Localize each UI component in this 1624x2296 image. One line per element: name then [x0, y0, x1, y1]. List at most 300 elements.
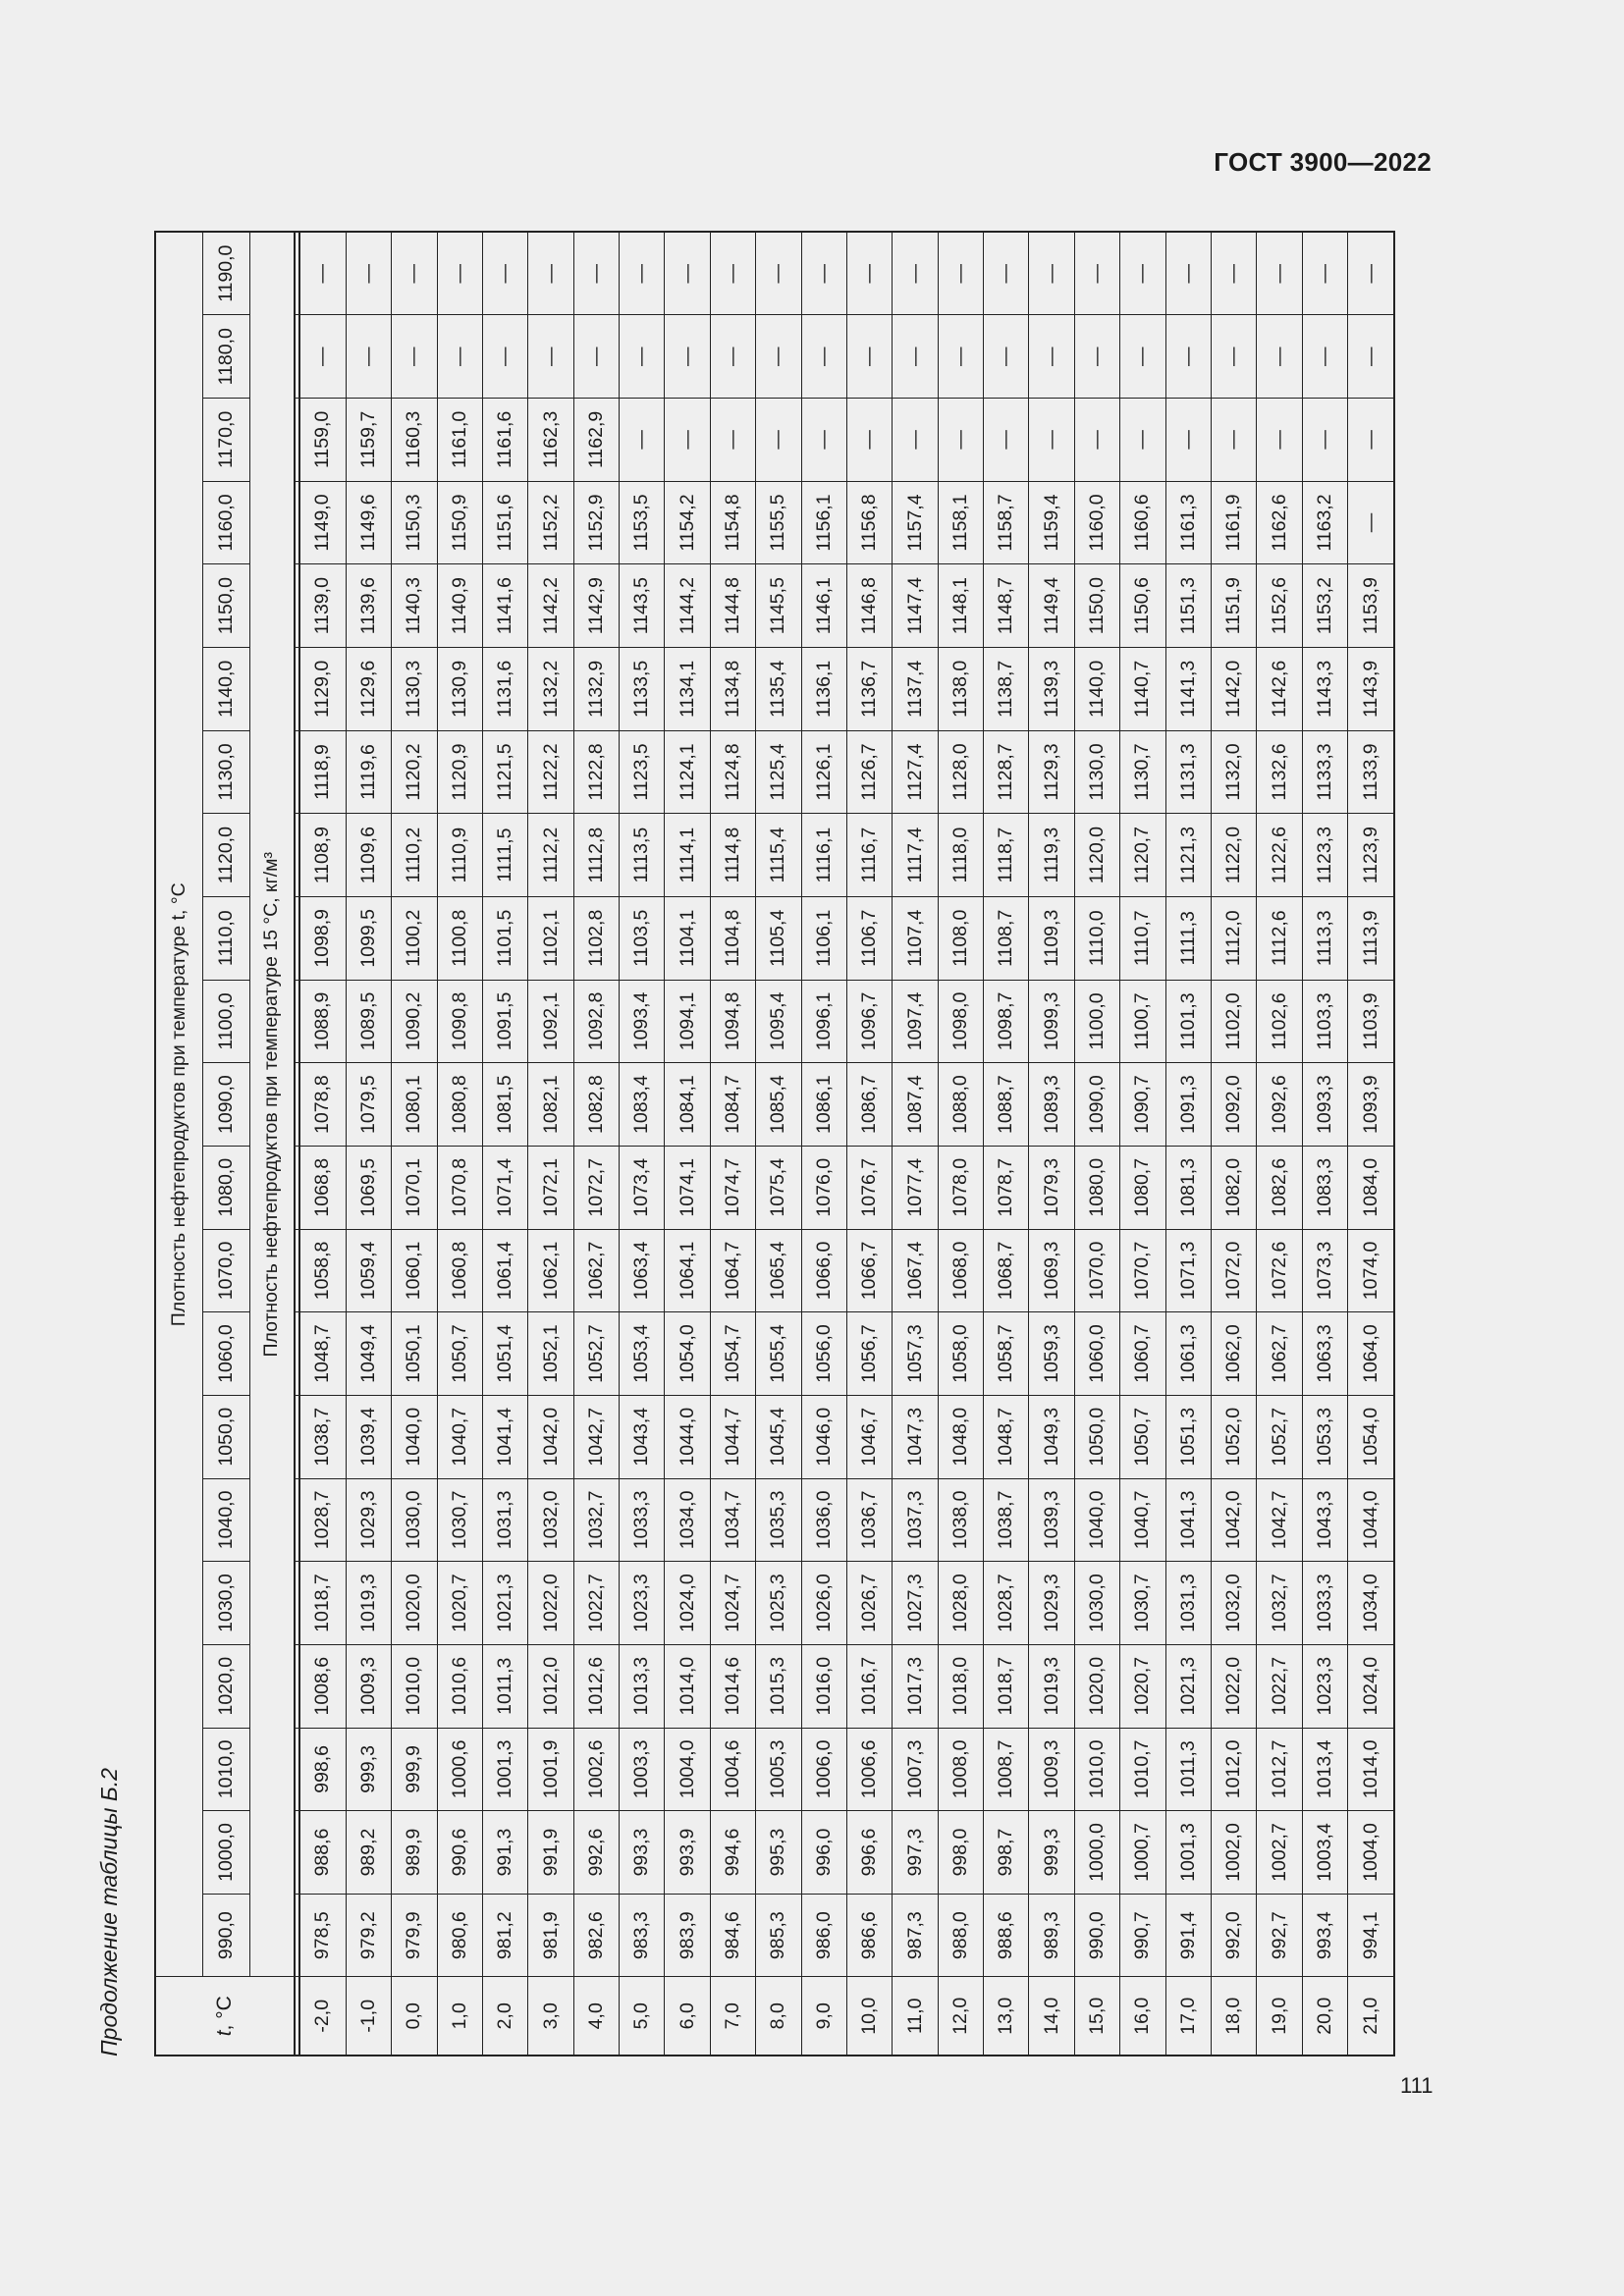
- density-cell: 1080,7: [1120, 1146, 1165, 1229]
- density-cell: 1050,0: [1074, 1395, 1119, 1478]
- temperature-cell: 17,0: [1165, 1977, 1211, 2056]
- density-cell: 1030,7: [1120, 1562, 1165, 1645]
- density-cell: 1017,3: [893, 1644, 938, 1728]
- density-cell: 1022,0: [1211, 1644, 1256, 1728]
- density-cell: 999,9: [392, 1728, 437, 1811]
- density-cell: 1117,4: [893, 814, 938, 897]
- density-cell: 1031,3: [482, 1478, 527, 1562]
- density-cell: 1016,7: [846, 1644, 892, 1728]
- density-cell: 1130,3: [392, 648, 437, 731]
- density-cell: —: [801, 315, 846, 399]
- density-cell: 1119,6: [346, 730, 391, 814]
- density-cell: 984,6: [710, 1894, 755, 1977]
- table-row: [938, 232, 983, 2056]
- density-cell: 1141,3: [1165, 648, 1211, 731]
- density-cell: 1133,5: [620, 648, 665, 731]
- density-cell: 1138,7: [984, 648, 1029, 731]
- density-cell: 1040,0: [392, 1395, 437, 1478]
- density-cell: 1048,7: [984, 1395, 1029, 1478]
- density-cell: 1070,0: [1074, 1229, 1119, 1312]
- density-cell: 1070,1: [392, 1146, 437, 1229]
- density-cell: 1066,7: [846, 1229, 892, 1312]
- density-cell: —: [1257, 232, 1302, 315]
- density-cell: —: [938, 399, 983, 482]
- density-cell: 1149,4: [1029, 564, 1074, 648]
- density-cell: 997,3: [893, 1811, 938, 1895]
- density-cell: 1019,3: [1029, 1644, 1074, 1728]
- density-cell: 1149,0: [299, 481, 346, 564]
- density-cell: 1005,3: [756, 1728, 801, 1811]
- table-row: [1257, 232, 1302, 2056]
- temperature-cell: 7,0: [710, 1977, 755, 2056]
- density-cell: 1041,3: [1165, 1478, 1211, 1562]
- density-cell: 988,6: [299, 1811, 346, 1895]
- density-cell: —: [1348, 315, 1394, 399]
- density-cell: 991,3: [482, 1811, 527, 1895]
- density-cell: —: [1120, 399, 1165, 482]
- density-cell: 1152,2: [528, 481, 573, 564]
- density-cell: 1072,6: [1257, 1229, 1302, 1312]
- density-cell: 1018,0: [938, 1644, 983, 1728]
- density-cell: 1088,7: [984, 1063, 1029, 1147]
- density-cell: 1094,1: [665, 980, 710, 1063]
- density-cell: 1082,0: [1211, 1146, 1256, 1229]
- table-row: [1348, 232, 1394, 2056]
- density-cell: 1082,8: [573, 1063, 619, 1147]
- density-cell: 1137,4: [893, 648, 938, 731]
- density-cell: 1132,2: [528, 648, 573, 731]
- density-cell: 1004,0: [665, 1728, 710, 1811]
- temperature-cell: -2,0: [299, 1977, 346, 2056]
- density-cell: 1024,0: [665, 1562, 710, 1645]
- density-column-header: 1160,0: [202, 481, 249, 564]
- density-cell: 1064,1: [665, 1229, 710, 1312]
- density-cell: 998,6: [299, 1728, 346, 1811]
- density-cell: —: [299, 232, 346, 315]
- density-cell: 1034,7: [710, 1478, 755, 1562]
- density-cell: —: [1074, 399, 1119, 482]
- density-cell: 1036,0: [801, 1478, 846, 1562]
- density-cell: 1093,4: [620, 980, 665, 1063]
- density-cell: 1104,1: [665, 896, 710, 980]
- density-cell: —: [346, 315, 391, 399]
- temperature-cell: 14,0: [1029, 1977, 1074, 2056]
- density-cell: 1126,7: [846, 730, 892, 814]
- density-cell: 1036,7: [846, 1478, 892, 1562]
- rotated-table-container: [154, 231, 1395, 2056]
- density-cell: 1141,6: [482, 564, 527, 648]
- density-cell: —: [1165, 399, 1211, 482]
- density-cell: 1151,3: [1165, 564, 1211, 648]
- density-cell: 1130,9: [437, 648, 482, 731]
- density-cell: 1115,4: [756, 814, 801, 897]
- density-cell: 1056,7: [846, 1312, 892, 1396]
- density-cell: —: [1348, 481, 1394, 564]
- density-cell: 1014,6: [710, 1644, 755, 1728]
- density-cell: 1070,8: [437, 1146, 482, 1229]
- density-cell: 1030,0: [1074, 1562, 1119, 1645]
- density-cell: 1010,0: [392, 1644, 437, 1728]
- density-cell: 1116,1: [801, 814, 846, 897]
- density-cell: 1136,1: [801, 648, 846, 731]
- density-cell: 1161,9: [1211, 481, 1256, 564]
- density-cell: 1041,4: [482, 1395, 527, 1478]
- density-cell: 1102,6: [1257, 980, 1302, 1063]
- temperature-cell: 18,0: [1211, 1977, 1256, 2056]
- density-cell: 1054,0: [1348, 1395, 1394, 1478]
- temperature-cell: 0,0: [392, 1977, 437, 2056]
- density-cell: 1124,8: [710, 730, 755, 814]
- table-row: [1120, 232, 1165, 2056]
- density-cell: 1133,3: [1302, 730, 1347, 814]
- temperature-cell: 11,0: [893, 1977, 938, 2056]
- density-cell: 1003,3: [620, 1728, 665, 1811]
- density-cell: 1023,3: [1302, 1644, 1347, 1728]
- density-cell: 1152,9: [573, 481, 619, 564]
- density-cell: —: [620, 315, 665, 399]
- density-cell: 1051,4: [482, 1312, 527, 1396]
- density-cell: 1073,4: [620, 1146, 665, 1229]
- density-cell: 1139,6: [346, 564, 391, 648]
- density-cell: 1144,2: [665, 564, 710, 648]
- density-cell: —: [1211, 399, 1256, 482]
- temperature-cell: 16,0: [1120, 1977, 1165, 2056]
- density-cell: 986,6: [846, 1894, 892, 1977]
- density-cell: 992,6: [573, 1811, 619, 1895]
- density-cell: 1054,0: [665, 1312, 710, 1396]
- density-cell: 1033,3: [620, 1478, 665, 1562]
- density-cell: —: [665, 232, 710, 315]
- density-cell: 995,3: [756, 1811, 801, 1895]
- density-cell: 1110,0: [1074, 896, 1119, 980]
- density-cell: —: [1211, 232, 1256, 315]
- density-cell: 1128,7: [984, 730, 1029, 814]
- density-cell: 1068,0: [938, 1229, 983, 1312]
- density-cell: 1112,8: [573, 814, 619, 897]
- density-cell: —: [893, 232, 938, 315]
- density-cell: 1018,7: [984, 1644, 1029, 1728]
- density-cell: 1103,9: [1348, 980, 1394, 1063]
- table-row: [482, 232, 527, 2056]
- density-cell: 987,3: [893, 1894, 938, 1977]
- density-15c-group-header: Плотность нефтепродуктов при температуре 15 °С, кг/м³: [249, 232, 295, 1977]
- density-cell: 1013,4: [1302, 1728, 1347, 1811]
- density-cell: 1142,0: [1211, 648, 1256, 731]
- density-cell: —: [392, 232, 437, 315]
- density-cell: 1042,7: [1257, 1478, 1302, 1562]
- density-cell: 1118,7: [984, 814, 1029, 897]
- density-cell: 1052,7: [573, 1312, 619, 1396]
- density-cell: 1062,0: [1211, 1312, 1256, 1396]
- density-cell: —: [710, 315, 755, 399]
- density-cell: 1101,3: [1165, 980, 1211, 1063]
- density-cell: 1092,0: [1211, 1063, 1256, 1147]
- density-cell: 992,7: [1257, 1894, 1302, 1977]
- temperature-column-header: t, °С: [155, 1977, 295, 2056]
- density-cell: 1083,3: [1302, 1146, 1347, 1229]
- density-cell: 1042,7: [573, 1395, 619, 1478]
- density-cell: 1100,2: [392, 896, 437, 980]
- density-cell: 1043,3: [1302, 1478, 1347, 1562]
- density-cell: 1010,0: [1074, 1728, 1119, 1811]
- density-cell: 1052,7: [1257, 1395, 1302, 1478]
- density-cell: 1093,3: [1302, 1063, 1347, 1147]
- density-cell: 1155,5: [756, 481, 801, 564]
- density-cell: 1092,8: [573, 980, 619, 1063]
- density-cell: 1123,5: [620, 730, 665, 814]
- density-cell: 1038,0: [938, 1478, 983, 1562]
- density-cell: 1034,0: [665, 1478, 710, 1562]
- density-cell: 989,3: [1029, 1894, 1074, 1977]
- density-cell: 1154,8: [710, 481, 755, 564]
- density-cell: 1078,0: [938, 1146, 983, 1229]
- density-cell: 1048,7: [299, 1312, 346, 1396]
- density-cell: 1050,7: [1120, 1395, 1165, 1478]
- table-row: [437, 232, 482, 2056]
- density-cell: 1080,8: [437, 1063, 482, 1147]
- density-cell: 1042,0: [528, 1395, 573, 1478]
- density-cell: 1034,0: [1348, 1562, 1394, 1645]
- density-cell: 1048,0: [938, 1395, 983, 1478]
- density-cell: 1092,6: [1257, 1063, 1302, 1147]
- density-cell: —: [482, 232, 527, 315]
- table-row: [1302, 232, 1347, 2056]
- observed-density-group-header: Плотность нефтепродуктов при температуре t, °С: [155, 232, 202, 1977]
- table-row: [710, 232, 755, 2056]
- temperature-cell: 21,0: [1348, 1977, 1394, 2056]
- density-cell: 1091,3: [1165, 1063, 1211, 1147]
- density-cell: 1088,0: [938, 1063, 983, 1147]
- density-cell: 1030,7: [437, 1478, 482, 1562]
- density-cell: 1126,1: [801, 730, 846, 814]
- table-row: [801, 232, 846, 2056]
- density-cell: 1069,5: [346, 1146, 391, 1229]
- density-cell: 1087,4: [893, 1063, 938, 1147]
- density-cell: —: [1211, 315, 1256, 399]
- density-cell: —: [1257, 315, 1302, 399]
- density-cell: 1019,3: [346, 1562, 391, 1645]
- density-cell: 1142,6: [1257, 648, 1302, 731]
- density-cell: 1062,7: [573, 1229, 619, 1312]
- density-cell: 1090,7: [1120, 1063, 1165, 1147]
- density-cell: 1065,4: [756, 1229, 801, 1312]
- density-cell: —: [1120, 232, 1165, 315]
- density-cell: 1154,2: [665, 481, 710, 564]
- density-cell: 1110,2: [392, 814, 437, 897]
- density-cell: 1032,7: [573, 1478, 619, 1562]
- density-cell: 1059,3: [1029, 1312, 1074, 1396]
- density-cell: 1058,8: [299, 1229, 346, 1312]
- density-cell: 1058,0: [938, 1312, 983, 1396]
- temperature-cell: 20,0: [1302, 1977, 1347, 2056]
- table-row: [756, 232, 801, 2056]
- density-cell: 1053,3: [1302, 1395, 1347, 1478]
- density-cell: 1085,4: [756, 1063, 801, 1147]
- temperature-cell: 2,0: [482, 1977, 527, 2056]
- density-cell: 1125,4: [756, 730, 801, 814]
- density-cell: 993,4: [1302, 1894, 1347, 1977]
- density-cell: 1009,3: [346, 1644, 391, 1728]
- density-cell: 1120,7: [1120, 814, 1165, 897]
- density-cell: 1084,1: [665, 1063, 710, 1147]
- density-cell: 1157,4: [893, 481, 938, 564]
- density-cell: 1018,7: [299, 1562, 346, 1645]
- density-cell: 1160,3: [392, 399, 437, 482]
- density-cell: 1081,5: [482, 1063, 527, 1147]
- density-cell: 1080,0: [1074, 1146, 1119, 1229]
- table-row: [346, 232, 391, 2056]
- density-cell: 1082,1: [528, 1063, 573, 1147]
- density-cell: 1012,0: [528, 1644, 573, 1728]
- density-cell: 1029,3: [346, 1478, 391, 1562]
- density-cell: 986,0: [801, 1894, 846, 1977]
- density-cell: 1074,0: [1348, 1229, 1394, 1312]
- density-cell: 1012,6: [573, 1644, 619, 1728]
- density-cell: 1064,7: [710, 1229, 755, 1312]
- density-cell: 1084,0: [1348, 1146, 1394, 1229]
- density-cell: 1022,7: [1257, 1644, 1302, 1728]
- density-cell: 1060,8: [437, 1229, 482, 1312]
- density-cell: 1076,7: [846, 1146, 892, 1229]
- density-column-header: 1170,0: [202, 399, 249, 482]
- density-cell: 981,9: [528, 1894, 573, 1977]
- density-cell: 1043,4: [620, 1395, 665, 1478]
- density-cell: 1024,0: [1348, 1644, 1394, 1728]
- density-cell: 991,4: [1165, 1894, 1211, 1977]
- temperature-cell: 15,0: [1074, 1977, 1119, 2056]
- density-cell: 1100,7: [1120, 980, 1165, 1063]
- density-cell: 1063,3: [1302, 1312, 1347, 1396]
- density-cell: 1038,7: [299, 1395, 346, 1478]
- density-cell: 1106,7: [846, 896, 892, 980]
- density-cell: 1149,6: [346, 481, 391, 564]
- density-cell: 1042,0: [1211, 1478, 1256, 1562]
- density-cell: —: [801, 399, 846, 482]
- density-cell: 1140,3: [392, 564, 437, 648]
- table-row: [984, 232, 1029, 2056]
- density-cell: 1044,0: [1348, 1478, 1394, 1562]
- density-cell: 1070,7: [1120, 1229, 1165, 1312]
- density-cell: 1014,0: [1348, 1728, 1394, 1811]
- density-cell: 1010,7: [1120, 1728, 1165, 1811]
- density-cell: —: [710, 232, 755, 315]
- density-cell: 1131,3: [1165, 730, 1211, 814]
- density-cell: 1089,5: [346, 980, 391, 1063]
- density-cell: 1150,6: [1120, 564, 1165, 648]
- density-cell: —: [482, 315, 527, 399]
- density-cell: 1006,0: [801, 1728, 846, 1811]
- density-cell: 1111,3: [1165, 896, 1211, 980]
- density-cell: 991,9: [528, 1811, 573, 1895]
- density-cell: 1103,3: [1302, 980, 1347, 1063]
- density-column-header: 1090,0: [202, 1063, 249, 1147]
- density-cell: 1103,5: [620, 896, 665, 980]
- density-cell: —: [846, 315, 892, 399]
- density-cell: 1159,7: [346, 399, 391, 482]
- density-cell: 1152,6: [1257, 564, 1302, 648]
- density-cell: —: [665, 399, 710, 482]
- density-cell: —: [1029, 232, 1074, 315]
- density-cell: —: [938, 315, 983, 399]
- density-cell: 1055,4: [756, 1312, 801, 1396]
- density-cell: 1020,7: [1120, 1644, 1165, 1728]
- density-cell: 1037,3: [893, 1478, 938, 1562]
- density-cell: 1022,0: [528, 1562, 573, 1645]
- density-cell: 1064,0: [1348, 1312, 1394, 1396]
- density-cell: 1049,3: [1029, 1395, 1074, 1478]
- density-cell: 1135,4: [756, 648, 801, 731]
- density-column-header: 1140,0: [202, 648, 249, 731]
- density-cell: 1094,8: [710, 980, 755, 1063]
- density-cell: 1153,2: [1302, 564, 1347, 648]
- density-cell: 1156,1: [801, 481, 846, 564]
- density-cell: 1146,8: [846, 564, 892, 648]
- density-cell: 1062,1: [528, 1229, 573, 1312]
- temperature-cell: 3,0: [528, 1977, 573, 2056]
- density-cell: 1136,7: [846, 648, 892, 731]
- density-cell: 979,2: [346, 1894, 391, 1977]
- density-cell: 1052,1: [528, 1312, 573, 1396]
- density-cell: 1068,8: [299, 1146, 346, 1229]
- density-cell: 1090,2: [392, 980, 437, 1063]
- density-cell: —: [1120, 315, 1165, 399]
- density-cell: —: [710, 399, 755, 482]
- density-cell: 1134,8: [710, 648, 755, 731]
- density-cell: 1050,7: [437, 1312, 482, 1396]
- density-cell: 1008,0: [938, 1728, 983, 1811]
- density-cell: —: [437, 232, 482, 315]
- density-cell: 1060,1: [392, 1229, 437, 1312]
- density-cell: 1027,3: [893, 1562, 938, 1645]
- density-cell: 998,7: [984, 1811, 1029, 1895]
- table-row: [299, 232, 346, 2056]
- temperature-cell: 10,0: [846, 1977, 892, 2056]
- density-cell: 1150,9: [437, 481, 482, 564]
- density-cell: 1127,4: [893, 730, 938, 814]
- density-cell: 1074,7: [710, 1146, 755, 1229]
- density-cell: 1040,7: [437, 1395, 482, 1478]
- table-row: [392, 232, 437, 2056]
- density-cell: 1098,0: [938, 980, 983, 1063]
- density-cell: 1023,3: [620, 1562, 665, 1645]
- density-cell: 981,2: [482, 1894, 527, 1977]
- density-cell: —: [984, 315, 1029, 399]
- density-cell: 1143,5: [620, 564, 665, 648]
- density-cell: 1044,0: [665, 1395, 710, 1478]
- density-cell: 1147,4: [893, 564, 938, 648]
- density-cell: —: [1074, 315, 1119, 399]
- density-cell: 1090,8: [437, 980, 482, 1063]
- density-cell: 1040,0: [1074, 1478, 1119, 1562]
- density-cell: 1032,7: [1257, 1562, 1302, 1645]
- density-cell: 1139,3: [1029, 648, 1074, 731]
- density-cell: 1021,3: [1165, 1644, 1211, 1728]
- density-cell: —: [893, 399, 938, 482]
- density-cell: 1110,7: [1120, 896, 1165, 980]
- density-cell: —: [528, 315, 573, 399]
- density-cell: 1162,3: [528, 399, 573, 482]
- density-cell: 1133,9: [1348, 730, 1394, 814]
- density-cell: 1013,3: [620, 1644, 665, 1728]
- density-cell: 1140,0: [1074, 648, 1119, 731]
- table-row: [620, 232, 665, 2056]
- density-cell: 1131,6: [482, 648, 527, 731]
- density-cell: 1071,4: [482, 1146, 527, 1229]
- temperature-cell: 19,0: [1257, 1977, 1302, 2056]
- density-column-header: 1060,0: [202, 1312, 249, 1396]
- temperature-cell: -1,0: [346, 1977, 391, 2056]
- density-cell: 1039,3: [1029, 1478, 1074, 1562]
